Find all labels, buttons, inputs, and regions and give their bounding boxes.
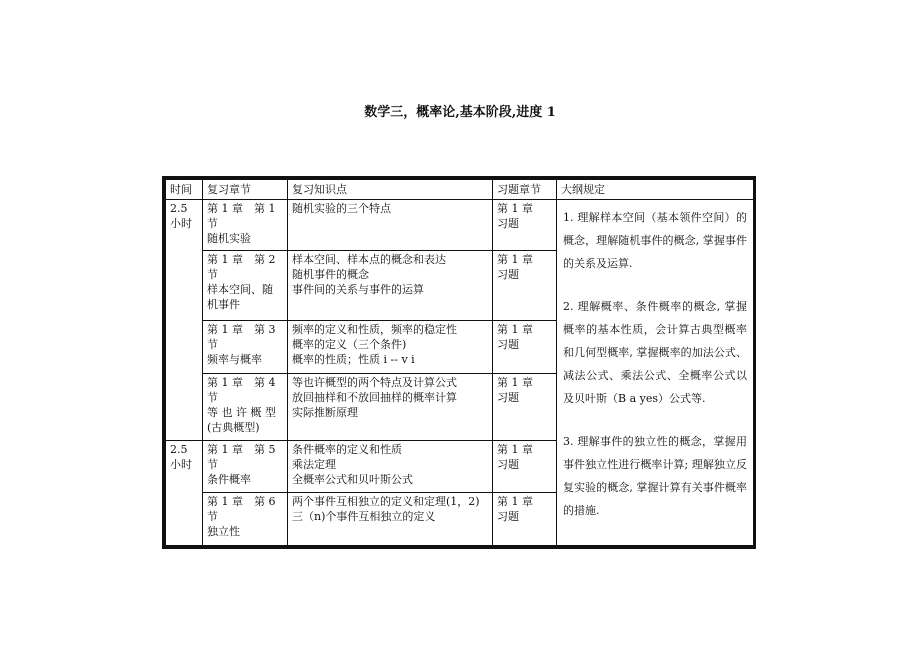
header-outline: 大纲规定 — [557, 180, 754, 200]
knowledge-point: 样本空间、样本点的概念和表达 — [292, 252, 446, 266]
knowledge-cell — [288, 250, 493, 320]
chapter-label: 节 — [207, 510, 218, 524]
knowledge-cell — [288, 373, 493, 440]
time-cell — [166, 440, 203, 545]
chapter-label: 等 也 许 概 型 — [207, 405, 276, 419]
exercise-cell — [493, 200, 557, 251]
chapter-label: 第 1 章 第 4 — [207, 375, 276, 389]
chapter-label: 频率与概率 — [207, 352, 262, 366]
outline-item: 2. 理解概率、条件概率的概念, 掌握概率的基本性质，会计算古典型概率和几何型概率, 掌握概率的加法公式、减法公式、乘法公式、全概率公式以及贝叶斯（B a yes）公式等. — [563, 300, 747, 406]
exercise-label: 第 1 章 — [497, 252, 533, 266]
header-time: 时间 — [166, 180, 203, 200]
knowledge-point: 随机事件的概念 — [292, 267, 369, 281]
exercise-cell — [493, 373, 557, 440]
chapter-cell — [203, 373, 288, 440]
chapter-label: 第 1 章 第 3 — [207, 322, 276, 336]
knowledge-point: 放回抽样和不放回抽样的概率计算 — [292, 390, 457, 404]
knowledge-point: 条件概率的定义和性质 — [292, 442, 402, 456]
knowledge-point: 事件间的关系与事件的运算 — [292, 282, 424, 296]
knowledge-point: 频率的定义和性质，频率的稳定性 — [292, 322, 457, 336]
chapter-cell — [203, 320, 288, 373]
exercise-cell — [493, 250, 557, 320]
chapter-label: 条件概率 — [207, 472, 251, 486]
chapter-label: 随机实验 — [207, 232, 251, 246]
exercise-label: 习题 — [497, 267, 519, 281]
chapter-label: 节 — [207, 267, 218, 281]
knowledge-point: 随机实验的三个特点 — [292, 202, 391, 216]
header-exercise: 习题章节 — [493, 180, 557, 200]
exercise-label: 第 1 章 — [497, 375, 533, 389]
time-unit: 小时 — [170, 217, 192, 231]
time-value: 2.5 — [170, 442, 188, 456]
outline-item: 1. 理解样本空间（基本领件空间）的概念，理解随机事件的概念, 掌握事件的关系及运算. — [563, 211, 747, 271]
exercise-label: 第 1 章 — [497, 495, 533, 509]
chapter-cell — [203, 493, 288, 546]
chapter-label: 节 — [207, 390, 218, 404]
knowledge-cell — [288, 440, 493, 493]
knowledge-point: 概率的定义（三个条件) — [292, 337, 407, 351]
exercise-label: 第 1 章 — [497, 442, 533, 456]
exercise-cell — [493, 493, 557, 546]
table-row — [166, 200, 754, 251]
exercise-cell — [493, 320, 557, 373]
chapter-label: 节 — [207, 217, 218, 231]
exercise-label: 习题 — [497, 217, 519, 231]
chapter-cell — [203, 250, 288, 320]
exercise-label: 习题 — [497, 390, 519, 404]
chapter-label: 第 1 章 第 6 — [207, 495, 276, 509]
knowledge-cell — [288, 493, 493, 546]
exercise-cell — [493, 440, 557, 493]
exercise-label: 第 1 章 — [497, 202, 533, 216]
outline-cell — [557, 200, 754, 546]
knowledge-point: 实际推断原理 — [292, 405, 358, 419]
time-cell — [166, 200, 203, 440]
chapter-label: 第 1 章 第 2 — [207, 252, 276, 266]
outline-item: 3. 理解事件的独立性的概念，掌握用事件独立性进行概率计算; 理解独立反复实验的概念, 掌握计算有关事件概率的措施. — [563, 435, 747, 518]
chapter-cell — [203, 200, 288, 251]
study-plan-table — [162, 176, 756, 549]
header-knowledge: 复习知识点 — [288, 180, 493, 200]
knowledge-point: 两个事件互相独立的定义和定理(1，2) — [292, 495, 480, 509]
knowledge-cell — [288, 200, 493, 251]
knowledge-cell — [288, 320, 493, 373]
knowledge-point: 全概率公式和贝叶斯公式 — [292, 472, 413, 486]
chapter-label: 节 — [207, 457, 218, 471]
knowledge-point: 概率的性质；性质 i -- v i — [292, 352, 415, 366]
chapter-label: 独立性 — [207, 525, 240, 539]
chapter-label: 节 — [207, 337, 218, 351]
chapter-cell — [203, 440, 288, 493]
exercise-label: 习题 — [497, 337, 519, 351]
knowledge-point: 三（n)个事件互相独立的定义 — [292, 510, 436, 524]
exercise-label: 习题 — [497, 457, 519, 471]
schedule-table — [165, 179, 754, 546]
exercise-label: 习题 — [497, 510, 519, 524]
knowledge-point: 等也许概型的两个特点及计算公式 — [292, 375, 457, 389]
chapter-label: 机事件 — [207, 297, 240, 311]
chapter-label: 第 1 章 第 5 — [207, 442, 276, 456]
knowledge-point: 乘法定理 — [292, 457, 336, 471]
document-title: 数学三，概率论,基本阶段,进度 1 — [364, 105, 556, 120]
chapter-label: (古典概型) — [207, 420, 260, 434]
chapter-label: 样本空间、随 — [207, 282, 273, 296]
time-unit: 小时 — [170, 457, 192, 471]
exercise-label: 第 1 章 — [497, 322, 533, 336]
header-row — [166, 180, 754, 200]
chapter-label: 第 1 章 第 1 — [207, 202, 276, 216]
header-chapter: 复习章节 — [203, 180, 288, 200]
time-value: 2.5 — [170, 202, 188, 216]
